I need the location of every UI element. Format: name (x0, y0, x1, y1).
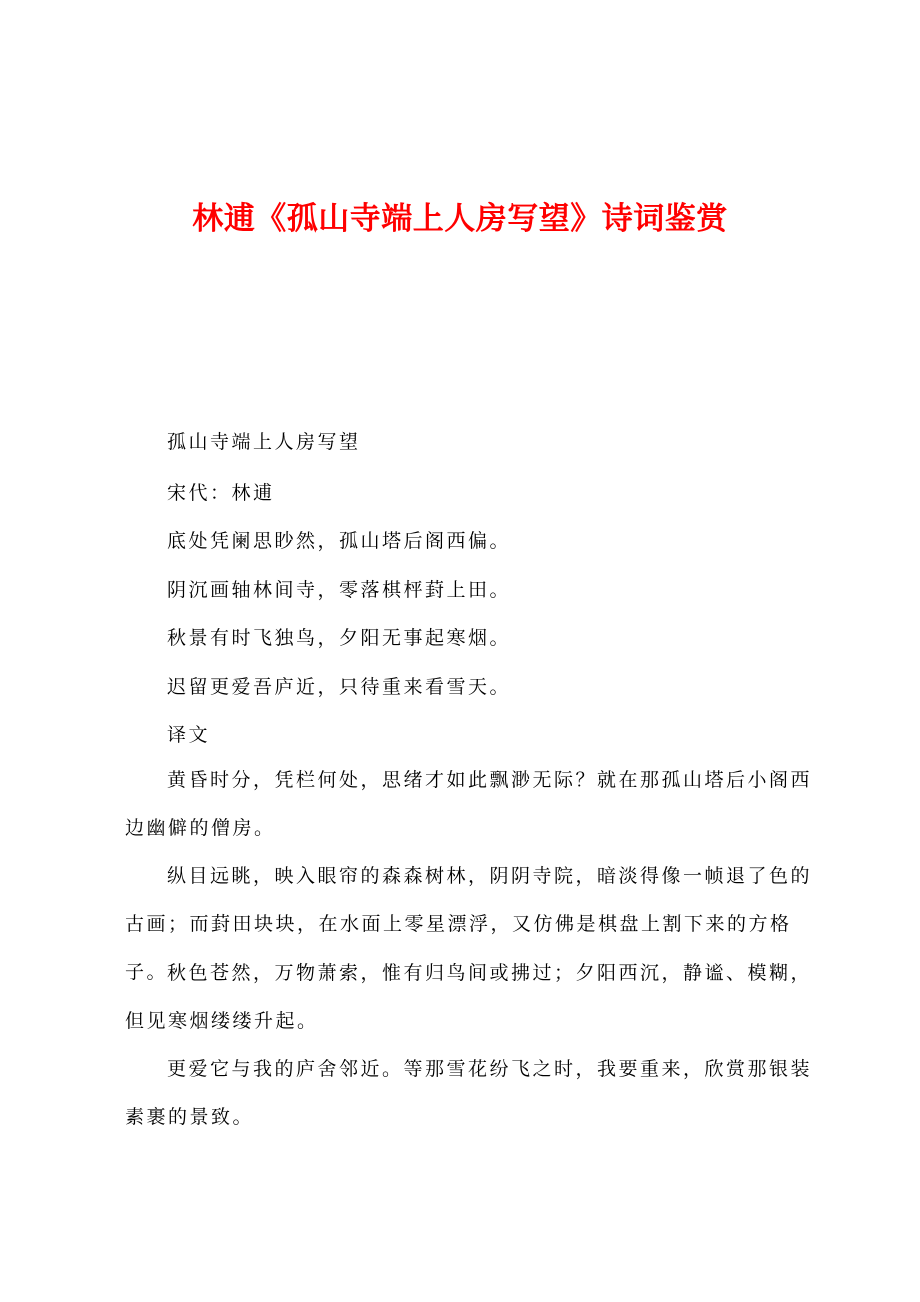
translation-paragraph: 秋色苍然，万物萧索，惟有归鸟间或拂过；夕阳西沉，静谧、模糊，但见寒烟缕缕升起。 (125, 962, 813, 1032)
poem-line: 秋景有时飞独鸟，夕阳无事起寒烟。 (167, 627, 512, 649)
poem-line: 底处凭阑思眇然，孤山塔后阁西偏。 (167, 530, 512, 552)
poem-line: 迟留更爱吾庐近，只待重来看雪天。 (167, 676, 512, 698)
poem-line: 阴沉画轴林间寺，零落棋枰葑上田。 (167, 579, 512, 601)
translation-paragraph: 纵目远眺，映入眼帘的森森树林，阴阴寺院，暗淡得像一帧退了色的古画；而葑田块块，在水面上零星漂浮，又仿佛是棋盘上割下来的方格子。 (125, 865, 813, 983)
translation-paragraph: 更爱它与我的庐舍邻近。等那雪花纷飞之时，我要重来，欣赏那银装素裹的景致。 (125, 1058, 813, 1128)
translation-heading: 译文 (167, 724, 211, 746)
translation-paragraph: 黄昏时分，凭栏何处，思绪才如此飘渺无际？就在那孤山塔后小阁西边幽僻的僧房。 (125, 769, 813, 839)
poem-author-line: 宋代：林逋 (167, 482, 275, 504)
document-title: 林逋《孤山寺端上人房写望》诗词鉴赏 (192, 201, 728, 237)
poem-heading: 孤山寺端上人房写望 (167, 431, 361, 453)
